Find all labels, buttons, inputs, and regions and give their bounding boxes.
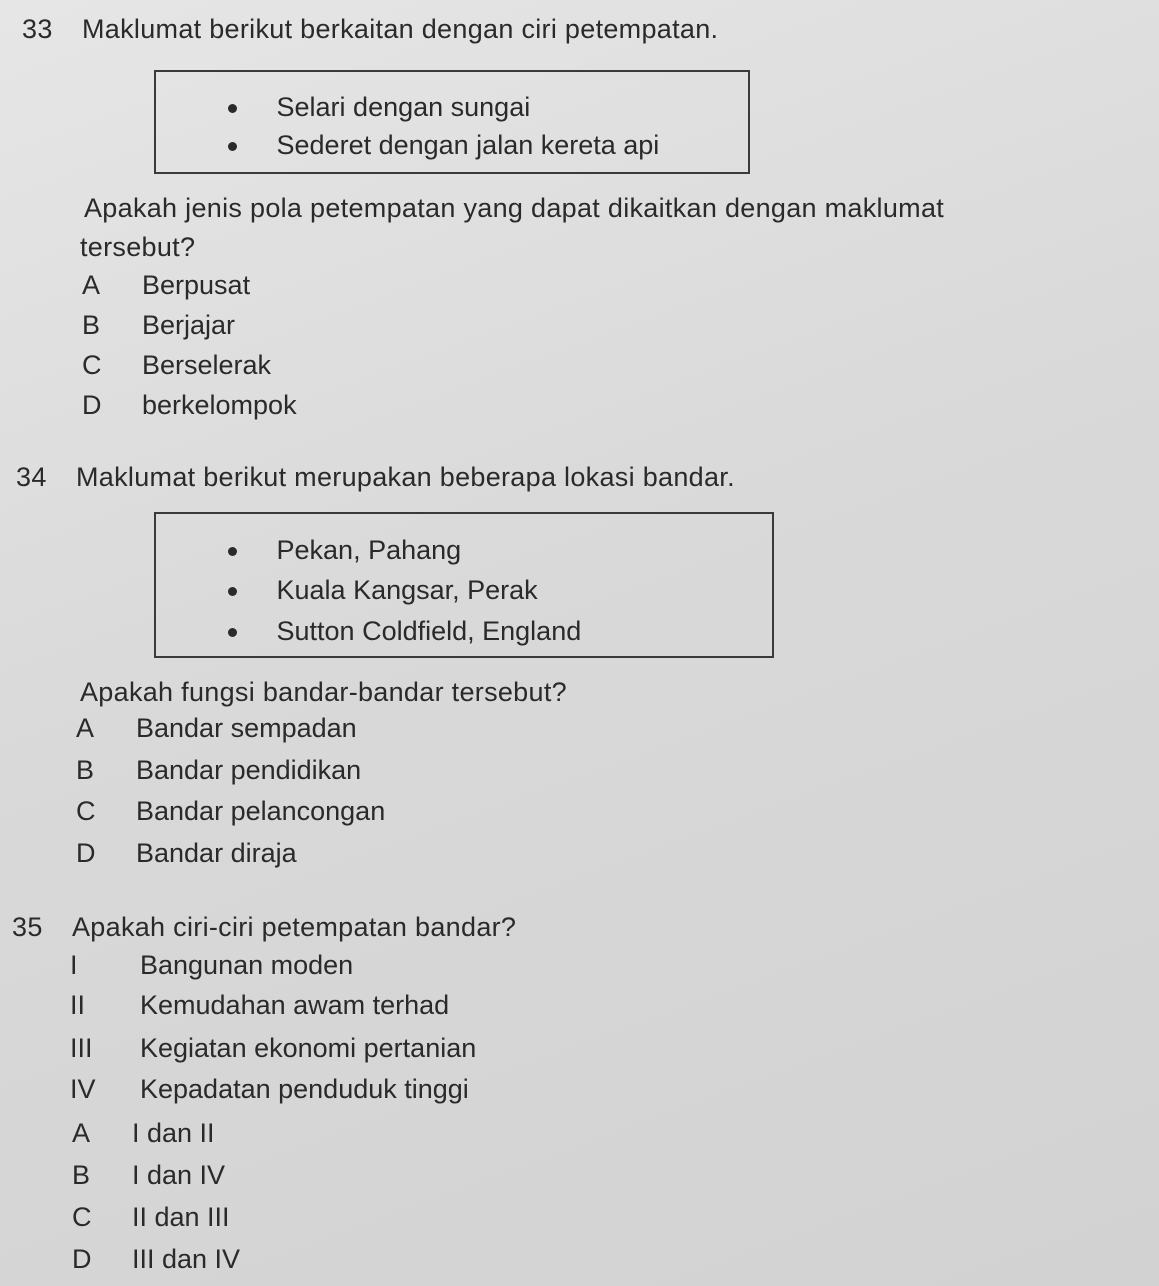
q33-box-item: Sederet dengan jalan kereta api <box>228 130 659 161</box>
q33-option-a[interactable]: A Berpusat <box>82 270 251 300</box>
q35-option-a[interactable]: A I dan II <box>72 1118 215 1148</box>
bullet-icon <box>228 142 237 151</box>
q35-stem <box>12 912 516 943</box>
q35-statement-iii: III Kegiatan ekonomi pertanian <box>70 1033 477 1063</box>
q34-number: 34 <box>16 462 47 492</box>
bullet-icon <box>228 628 237 637</box>
bullet-icon <box>228 587 237 596</box>
q33-number: 33 <box>22 14 53 44</box>
q35-option-b[interactable]: B I dan IV <box>72 1160 226 1190</box>
q35-number: 35 <box>12 912 43 942</box>
q34-question: Apakah fungsi bandar-bandar tersebut? <box>80 677 567 707</box>
q35-stem-text: Apakah ciri-ciri petempatan bandar? <box>72 912 517 942</box>
q34-stem-text: Maklumat berikut merupakan beberapa lokasi bandar. <box>76 462 735 492</box>
q34-option-b[interactable]: B Bandar pendidikan <box>76 755 362 785</box>
q35-option-c[interactable]: C II dan III <box>72 1202 230 1232</box>
q34-option-a[interactable]: A Bandar sempadan <box>76 713 357 743</box>
q33-box-item: Selari dengan sungai <box>228 92 530 123</box>
q33-stem <box>22 14 718 45</box>
q33-option-c[interactable]: C Berselerak <box>82 350 272 380</box>
q34-box-item: Pekan, Pahang <box>228 535 461 566</box>
q33-question-line1: Apakah jenis pola petempatan yang dapat dikaitkan dengan maklumat <box>84 193 945 223</box>
q33-stem-text: Maklumat berikut berkaitan dengan ciri petempatan. <box>82 14 719 44</box>
q34-option-d[interactable]: D Bandar diraja <box>76 838 297 868</box>
q35-statement-i: I Bangunan moden <box>70 950 354 980</box>
q34-option-c[interactable]: C Bandar pelancongan <box>76 796 386 826</box>
q33-option-d[interactable]: D berkelompok <box>82 390 297 420</box>
q35-statement-iv: IV Kepadatan penduduk tinggi <box>70 1074 469 1104</box>
bullet-icon <box>228 104 237 113</box>
q33-option-b[interactable]: B Berjajar <box>82 310 236 340</box>
q34-stem <box>16 462 735 493</box>
q33-question-line2: tersebut? <box>80 232 196 262</box>
q35-statement-ii: II Kemudahan awam terhad <box>70 990 450 1020</box>
bullet-icon <box>228 547 237 556</box>
q35-option-d[interactable]: D III dan IV <box>72 1244 241 1274</box>
q34-box-item: Kuala Kangsar, Perak <box>228 575 538 606</box>
q34-box-item: Sutton Coldfield, England <box>228 616 581 647</box>
